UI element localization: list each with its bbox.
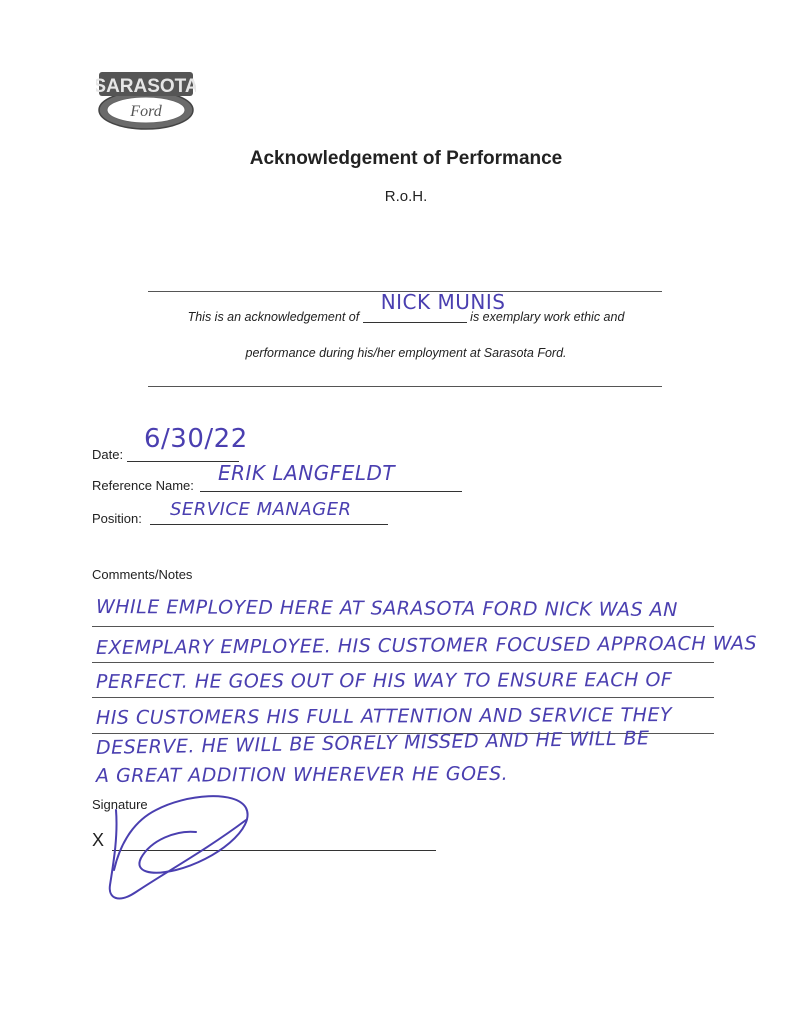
employee-name: NICK MUNIS <box>380 290 506 314</box>
document-subtitle: R.o.H. <box>384 188 428 205</box>
comment-line: DESERVE. HE WILL BE SORELY MISSED AND HE WILL BE <box>95 727 650 759</box>
signature-label: Signature <box>92 797 148 812</box>
comment-line: EXEMPLARY EMPLOYEE. HIS CUSTOMER FOCUSED APPROACH WAS <box>95 632 758 659</box>
statement-prefix: This is an acknowledgement of <box>187 310 360 324</box>
reference-name-label: Reference Name: <box>92 478 194 493</box>
comment-rule <box>92 626 714 627</box>
logo-ford-text: Ford <box>130 103 162 120</box>
document-title: Acknowledgement of Performance <box>249 148 563 169</box>
sarasota-ford-logo <box>96 66 196 136</box>
statement-line-2: performance during his/her employment at Sarasota Ford. <box>245 346 567 360</box>
handwritten-signature <box>96 780 266 910</box>
comment-rule <box>92 662 714 663</box>
date-value: 6/30/22 <box>144 424 248 454</box>
comment-line: HIS CUSTOMERS HIS FULL ATTENTION AND SERVICE THEY <box>95 703 673 729</box>
reference-name-value: ERIK LANGFELDT <box>218 461 396 485</box>
name-blank <box>363 290 506 323</box>
position-line <box>150 524 388 525</box>
divider-bottom <box>148 386 662 387</box>
comment-line: PERFECT. HE GOES OUT OF HIS WAY TO ENSURE EACH OF <box>95 668 673 693</box>
comment-line: WHILE EMPLOYED HERE AT SARASOTA FORD NICK WAS AN <box>95 596 678 622</box>
statement-suffix: is exemplary work ethic and <box>470 310 625 324</box>
comment-line: A GREAT ADDITION WHEREVER HE GOES. <box>95 762 509 787</box>
statement-line-1 <box>0 290 812 324</box>
comment-rule <box>92 697 714 698</box>
logo-text: SARASOTA <box>96 76 196 97</box>
reference-name-line <box>200 491 462 492</box>
signature-x: X <box>92 830 105 850</box>
comments-label: Comments/Notes <box>92 567 193 582</box>
position-value: SERVICE MANAGER <box>170 499 352 520</box>
date-label: Date: <box>92 447 124 462</box>
position-label: Position: <box>92 511 142 526</box>
